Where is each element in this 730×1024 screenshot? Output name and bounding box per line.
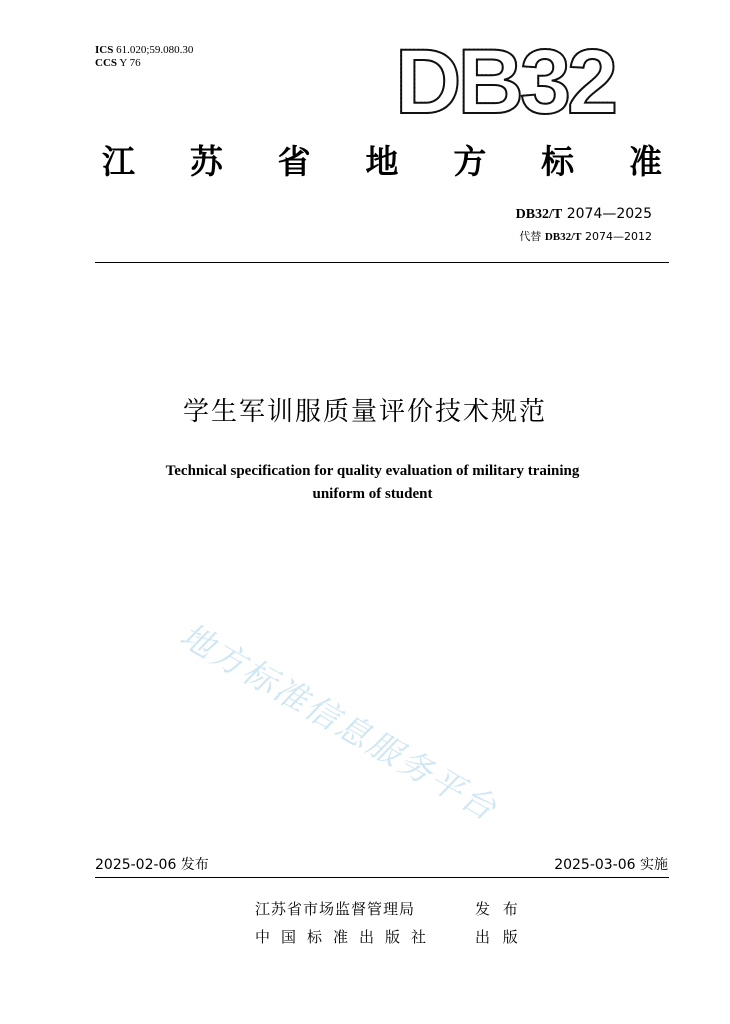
classification-codes	[95, 44, 193, 70]
replaces-standard	[519, 230, 652, 244]
standard-type-char: 标	[541, 142, 575, 181]
ics-label: ICS	[95, 44, 114, 56]
publisher-name-text: 江苏省市场监督管理局	[255, 900, 416, 918]
issue-date: 2025-02-06 发布	[95, 857, 209, 873]
implement-date: 2025-03-06 实施	[554, 857, 668, 873]
publisher-action: 发 布	[475, 900, 522, 918]
standard-type-char: 方	[453, 142, 487, 181]
standard-type-char: 省	[277, 142, 311, 181]
standard-number-value: 2074—2025	[566, 206, 652, 222]
publisher-name	[255, 899, 475, 919]
ccs-label: CCS	[95, 57, 118, 69]
publisher-row	[255, 899, 522, 919]
replaces-label: 代替	[519, 230, 542, 243]
publisher-action: 出 版	[475, 928, 522, 946]
publisher-name-text: 中国标准出版社	[255, 928, 438, 946]
standard-number-prefix: DB32/T	[515, 207, 563, 222]
title-en-line-1: Technical specification for quality evaluation of military training	[165, 463, 580, 479]
ics-code	[95, 44, 193, 57]
document-title-cn: 学生军训服质量评价技术规范	[182, 397, 547, 427]
standard-number	[516, 205, 652, 224]
standard-type-char: 江	[102, 142, 135, 181]
replaces-value: 2074—2012	[585, 230, 652, 243]
document-title-en	[0, 460, 730, 506]
db32-logo: DB32	[395, 36, 635, 132]
ccs-value: Y 76	[119, 57, 141, 69]
standard-type-char: 苏	[189, 142, 223, 181]
standard-type-char: 准	[628, 142, 662, 181]
replaces-prefix: DB32/T	[544, 231, 582, 243]
footer-divider	[95, 877, 669, 878]
publisher-name	[255, 927, 475, 947]
title-en-line-2: uniform of student	[312, 486, 433, 502]
standard-type-title	[102, 142, 662, 182]
watermark: 地方标准信息服务平台	[173, 615, 505, 829]
ics-value: 61.020;59.080.30	[116, 44, 194, 56]
publisher-row	[255, 927, 522, 947]
standard-type-char: 地	[365, 142, 399, 181]
header-divider	[95, 262, 669, 263]
ccs-code	[95, 57, 193, 70]
